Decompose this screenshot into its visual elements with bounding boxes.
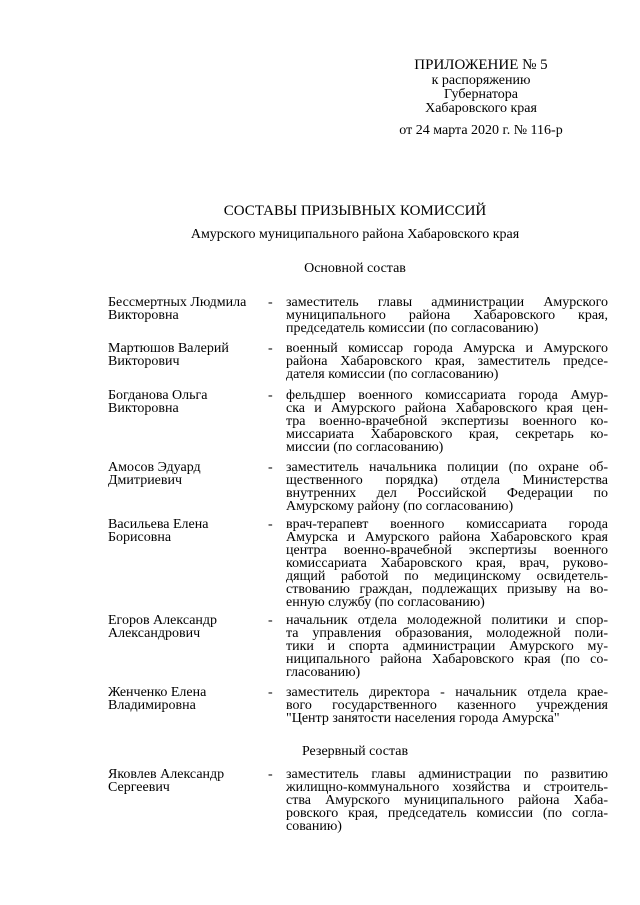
member-role: заместитель начальника полиции (по охране об- щественного порядка) отдела Министерства внутренних дел Российской Федерации по Амурскому району (по согласованию) bbox=[286, 460, 608, 514]
member-row bbox=[108, 296, 608, 335]
member-name: Егоров Александр Александрович bbox=[108, 613, 218, 641]
main-section-title: Основной состав bbox=[304, 261, 406, 276]
member-name: Женченко Елена Владимировна bbox=[108, 685, 207, 713]
member-name: Яковлев Александр Сергеевич bbox=[108, 767, 225, 795]
member-dash: - bbox=[268, 388, 273, 403]
member-row bbox=[108, 342, 608, 381]
member-role: врач-терапевт военного комиссариата города Амурска и Амурского района Хабаровского края центра военно-врачебной экспертизы военного комиссариата Хабаровского края, врач, руково- дящий работой по медицинскому освидетель- ствованию граждан, подлежащих призыву на во- енную службу (по согласованию) bbox=[286, 517, 608, 610]
member-role: военный комиссар города Амурска и Амурского района Хабаровского края, заместитель предсе- дателя комиссии (по согласованию) bbox=[286, 341, 608, 382]
member-dash: - bbox=[268, 341, 273, 356]
member-dash: - bbox=[268, 460, 273, 475]
member-dash: - bbox=[268, 685, 273, 700]
member-row bbox=[108, 614, 608, 679]
member-row bbox=[108, 686, 608, 725]
appendix-line-1: к распоряжению bbox=[431, 73, 531, 88]
member-row bbox=[108, 461, 608, 513]
appendix-title: ПРИЛОЖЕНИЕ № 5 bbox=[414, 57, 548, 73]
member-role: заместитель главы администрации Амурского муниципального района Хабаровского края, председатель комиссии (по согласованию) bbox=[286, 295, 608, 336]
member-role: заместитель главы администрации по развитию жилищно-коммунального хозяйства и строитель- ства Амурского муниципального района Хаба- ровского края, председатель комиссии (по согла- сованию) bbox=[286, 767, 608, 834]
member-role: заместитель директора - начальник отдела крае- вого государственного казенного учреждения "Центр занятости населения города Амурска" bbox=[286, 685, 608, 726]
member-name: Мартюшов Валерий Викторович bbox=[108, 341, 229, 369]
appendix-line-3: Хабаровского края bbox=[425, 101, 537, 116]
appendix-line-2: Губернатора bbox=[443, 87, 519, 102]
appendix-date: от 24 марта 2020 г. № 116-р bbox=[399, 123, 563, 138]
member-dash: - bbox=[268, 517, 273, 532]
member-role: начальник отдела молодежной политики и спор- та управления образования, молодежной поли- тики и спорта администрации Амурского му- ниципального района Хабаровского края (по со- гласованию) bbox=[286, 613, 608, 680]
member-row bbox=[108, 518, 608, 609]
member-row bbox=[108, 389, 608, 454]
member-dash: - bbox=[268, 295, 273, 310]
appendix-block bbox=[326, 56, 576, 137]
member-name: Амосов Эдуард Дмитриевич bbox=[108, 460, 201, 488]
member-role: фельдшер военного комиссариата города Амур- ска и Амурского района Хабаровского края цен- тра военно-врачебной экспертизы военного ко- миссариата Хабаровского края, секретарь ко- миссии (по согласованию) bbox=[286, 388, 608, 455]
member-row bbox=[108, 768, 608, 833]
member-dash: - bbox=[268, 767, 273, 782]
document-title: СОСТАВЫ ПРИЗЫВНЫХ КОМИССИЙ bbox=[223, 203, 487, 219]
reserve-section-title: Резервный состав bbox=[301, 744, 409, 759]
member-name: Богданова Ольга Викторовна bbox=[108, 388, 208, 416]
member-name: Бессмертных Людмила Викторовна bbox=[108, 295, 247, 323]
document-subtitle: Амурского муниципального района Хабаровского края bbox=[190, 227, 520, 242]
member-dash: - bbox=[268, 613, 273, 628]
member-name: Васильева Елена Борисовна bbox=[108, 517, 209, 545]
